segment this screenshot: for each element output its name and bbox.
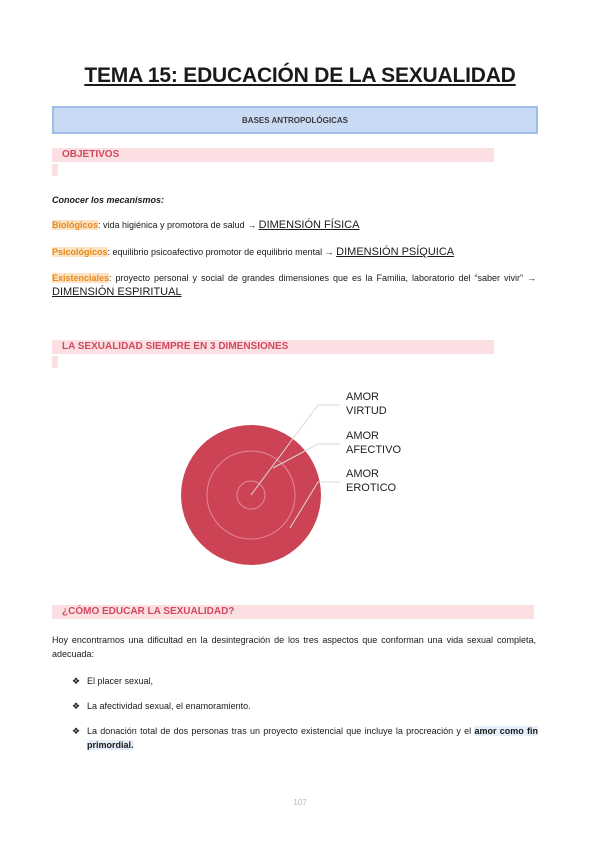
- bullet-text-container: [72, 724, 538, 752]
- objetivo-dimension: DIMENSIÓN PSÍQUICA: [336, 246, 455, 258]
- bullet-text: El placer sexual,: [87, 676, 154, 686]
- objetivo-text: : equilibrio psicoafectivo promotor de equilibrio mental: [107, 247, 325, 257]
- objetivo-dimension: DIMENSIÓN ESPIRITUAL: [52, 286, 182, 298]
- arrow-right-icon: →: [324, 247, 334, 257]
- objetivo-label: Existenciales: [52, 273, 110, 283]
- label-line: EROTICO: [346, 482, 397, 494]
- educar-intro: Hoy encontrarnos una dificultad en la desintegración de los tres aspectos que conforman una vida sexual completa, adecuada:: [52, 635, 536, 659]
- arrow-right-icon: →: [527, 273, 536, 283]
- objetivos-heading: OBJETIVOS: [52, 148, 494, 162]
- arrow-right-icon: →: [247, 220, 257, 230]
- page-title: TEMA 15: EDUCACIÓN DE LA SEXUALIDAD: [84, 64, 516, 87]
- bullet-text: La afectividad sexual, el enamoramiento.: [87, 701, 251, 711]
- diamond-bullet-icon: ❖: [72, 676, 81, 686]
- diamond-bullet-icon: ❖: [72, 701, 81, 711]
- page-number: 107: [293, 798, 307, 807]
- bullet-text: La donación total de dos personas tras un proyecto existencial que incluye la procreación y el: [87, 726, 475, 736]
- objetivos-intro: Conocer los mecanismos:: [52, 195, 165, 205]
- educar-heading: ¿CÓMO EDUCAR LA SEXUALIDAD?: [52, 605, 534, 619]
- diagram-label-erotico: [346, 467, 396, 495]
- objetivo-label: Psicológicos: [52, 247, 108, 257]
- objetivo-label: Biológicos: [52, 220, 99, 230]
- objetivo-text: : vida higiénica y promotora de salud: [98, 220, 248, 230]
- section-banner-text: BASES ANTROPOLÓGICAS: [242, 115, 348, 125]
- bullet-emphasis: amor como fin primordial.: [87, 726, 538, 750]
- diagram-label-afectivo: [346, 429, 401, 457]
- label-line: VIRTUD: [346, 405, 387, 417]
- objetivo-dimension: DIMENSIÓN FÍSICA: [258, 219, 360, 231]
- label-line: AMOR: [346, 430, 379, 442]
- label-line: AFECTIVO: [346, 444, 402, 456]
- educar-bullet-item: [72, 724, 538, 752]
- diagram-label-virtud: [346, 390, 387, 418]
- dimensiones-heading: LA SEXUALIDAD SIEMPRE EN 3 DIMENSIONES: [52, 340, 494, 354]
- educar-bullet-item: [72, 674, 538, 688]
- diamond-bullet-icon: ❖: [72, 726, 81, 736]
- label-line: AMOR: [346, 468, 379, 480]
- objetivo-text: : proyecto personal y social de grandes dimensiones que es la Familia, laboratorio del “saber vivir”: [109, 273, 527, 283]
- educar-bullet-item: [72, 699, 538, 713]
- label-line: AMOR: [346, 391, 379, 403]
